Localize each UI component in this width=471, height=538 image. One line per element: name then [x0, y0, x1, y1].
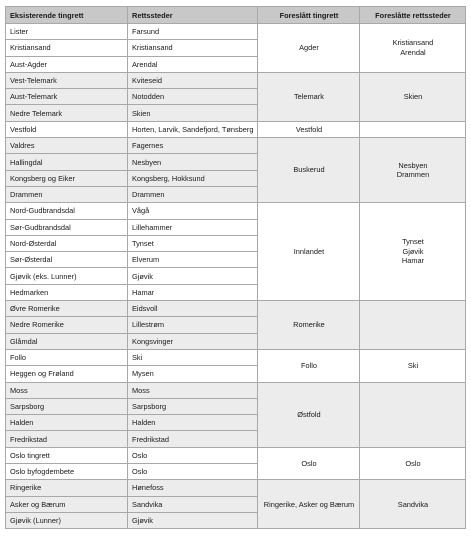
existing-court-cell: Oslo byfogdembete [6, 464, 128, 480]
existing-court-cell: Oslo tingrett [6, 447, 128, 463]
table-row [6, 138, 466, 154]
court-seat-cell: Hamar [128, 284, 258, 300]
existing-court-cell: Heggen og Frøland [6, 366, 128, 382]
existing-court-cell: Halden [6, 415, 128, 431]
table-row [6, 121, 466, 137]
court-seat-cell: Lillestrøm [128, 317, 258, 333]
existing-court-cell: Aust-Agder [6, 56, 128, 72]
court-seat-cell: Oslo [128, 447, 258, 463]
proposed-court-cell: Østfold [258, 382, 360, 447]
court-seat-cell: Drammen [128, 186, 258, 202]
existing-court-cell: Drammen [6, 186, 128, 202]
existing-court-cell: Nord-Østerdal [6, 235, 128, 251]
existing-court-cell: Aust-Telemark [6, 89, 128, 105]
existing-court-cell: Nord-Gudbrandsdal [6, 203, 128, 219]
header-court-seats: Rettssteder [128, 7, 258, 24]
existing-court-cell: Asker og Bærum [6, 496, 128, 512]
court-seat-cell: Eidsvoll [128, 301, 258, 317]
proposed-seat-name: Ski [407, 360, 419, 370]
court-seat-cell: Hønefoss [128, 480, 258, 496]
proposed-court-cell: Ringerike, Asker og Bærum [258, 480, 360, 529]
proposed-seats-cell [360, 447, 466, 480]
header-row [6, 7, 466, 24]
court-seat-cell: Tynset [128, 235, 258, 251]
proposed-seats-cell [360, 24, 466, 73]
existing-court-cell: Gjøvik (Lunner) [6, 512, 128, 528]
existing-court-cell: Sarpsborg [6, 398, 128, 414]
court-seat-cell: Kviteseid [128, 72, 258, 88]
existing-court-cell: Moss [6, 382, 128, 398]
existing-court-cell: Vest-Telemark [6, 72, 128, 88]
proposed-seat-name: Tynset [402, 237, 424, 247]
proposed-seats-cell [360, 121, 466, 137]
existing-court-cell: Nedre Romerike [6, 317, 128, 333]
existing-court-cell: Nedre Telemark [6, 105, 128, 121]
table-row [6, 349, 466, 365]
existing-court-cell: Fredrikstad [6, 431, 128, 447]
existing-court-cell: Sør-Gudbrandsdal [6, 219, 128, 235]
proposed-seat-name: Oslo [405, 458, 421, 468]
proposed-seats-cell [360, 72, 466, 121]
table-row [6, 480, 466, 496]
proposed-court-cell: Romerike [258, 301, 360, 350]
proposed-seats-cell [360, 203, 466, 301]
existing-court-cell: Ringerike [6, 480, 128, 496]
court-seat-cell: Gjøvik [128, 268, 258, 284]
court-seat-cell: Fagernes [128, 138, 258, 154]
proposed-court-cell: Oslo [258, 447, 360, 480]
court-seat-cell: Kongsberg, Hokksund [128, 170, 258, 186]
court-seat-cell: Moss [128, 382, 258, 398]
existing-court-cell: Hallingdal [6, 154, 128, 170]
court-seat-cell: Horten, Larvik, Sandefjord, Tønsberg [128, 121, 258, 137]
proposed-seat-name: Skien [403, 92, 423, 102]
proposed-seat-name: Drammen [396, 170, 430, 180]
proposed-court-cell: Follo [258, 349, 360, 382]
header-proposed-seats: Foreslåtte rettssteder [360, 7, 466, 24]
proposed-seats-cell [360, 138, 466, 203]
existing-court-cell: Hedmarken [6, 284, 128, 300]
existing-court-cell: Follo [6, 349, 128, 365]
proposed-court-cell: Agder [258, 24, 360, 73]
court-seat-cell: Gjøvik [128, 512, 258, 528]
proposed-court-cell: Telemark [258, 72, 360, 121]
court-restructuring-table [5, 6, 466, 529]
existing-court-cell: Kristiansand [6, 40, 128, 56]
existing-court-cell: Øvre Romerike [6, 301, 128, 317]
court-seat-cell: Arendal [128, 56, 258, 72]
court-seat-cell: Kongsvinger [128, 333, 258, 349]
court-seat-cell: Fredrikstad [128, 431, 258, 447]
court-seat-cell: Lillehammer [128, 219, 258, 235]
table-row [6, 24, 466, 40]
proposed-seat-name: Hamar [401, 256, 425, 266]
header-existing-court: Eksisterende tingrett [6, 7, 128, 24]
court-seat-cell: Nesbyen [128, 154, 258, 170]
court-seat-cell: Vågå [128, 203, 258, 219]
court-seat-cell: Sarpsborg [128, 398, 258, 414]
proposed-seat-name: Arendal [400, 47, 426, 57]
proposed-seats-cell [360, 301, 466, 350]
table-row [6, 447, 466, 463]
proposed-seat-name: Kristiansand [392, 38, 434, 48]
court-seat-cell: Sandvika [128, 496, 258, 512]
court-seat-cell: Mysen [128, 366, 258, 382]
existing-court-cell: Sør-Østerdal [6, 252, 128, 268]
court-seat-cell: Notodden [128, 89, 258, 105]
court-seat-cell: Elverum [128, 252, 258, 268]
proposed-seats-cell [360, 480, 466, 529]
proposed-seat-name: Gjøvik [402, 246, 424, 256]
court-seat-cell: Halden [128, 415, 258, 431]
proposed-seats-cell [360, 349, 466, 382]
table-row [6, 72, 466, 88]
existing-court-cell: Lister [6, 24, 128, 40]
proposed-seats-cell [360, 382, 466, 447]
court-seat-cell: Kristiansand [128, 40, 258, 56]
table-row [6, 301, 466, 317]
existing-court-cell: Gjøvik (eks. Lunner) [6, 268, 128, 284]
table-row [6, 203, 466, 219]
proposed-court-cell: Buskerud [258, 138, 360, 203]
court-seat-cell: Ski [128, 349, 258, 365]
proposed-seat-name: Sandvika [397, 499, 429, 509]
court-seat-cell: Farsund [128, 24, 258, 40]
proposed-court-cell: Innlandet [258, 203, 360, 301]
court-table-wrapper [5, 6, 466, 529]
existing-court-cell: Kongsberg og Eiker [6, 170, 128, 186]
table-row [6, 382, 466, 398]
existing-court-cell: Vestfold [6, 121, 128, 137]
existing-court-cell: Glåmdal [6, 333, 128, 349]
existing-court-cell: Valdres [6, 138, 128, 154]
court-seat-cell: Skien [128, 105, 258, 121]
table-body [6, 24, 466, 529]
proposed-seat-name: Nesbyen [398, 160, 428, 170]
court-seat-cell: Oslo [128, 464, 258, 480]
proposed-court-cell: Vestfold [258, 121, 360, 137]
header-proposed-court: Foreslått tingrett [258, 7, 360, 24]
